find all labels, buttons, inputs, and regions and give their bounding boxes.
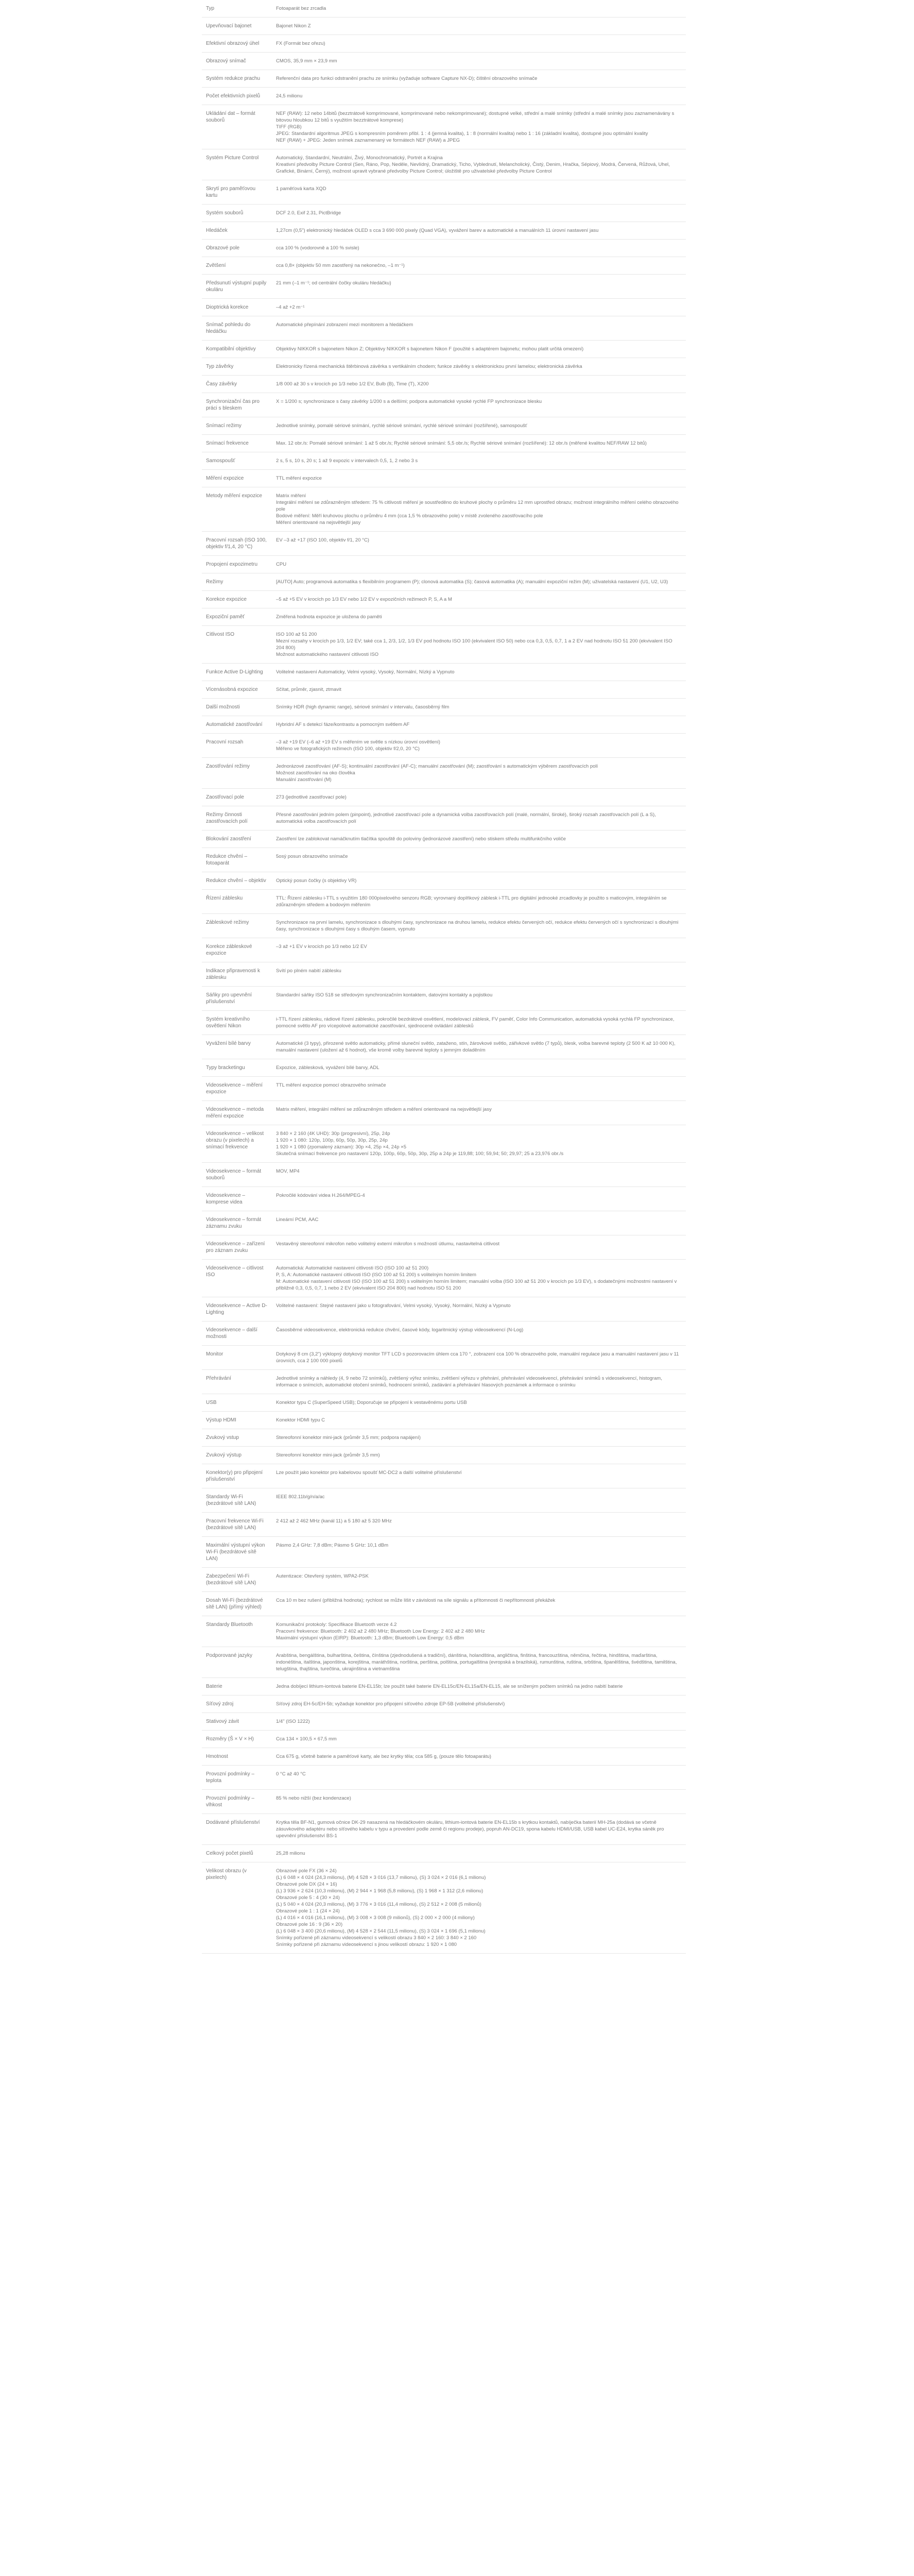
spec-value: TTL: Řízení záblesku i-TTL s využitím 180 000pixelového senzoru RGB; vyrovnaný doplňkový záblesk i-TTL pro digitální jednooké zrcadlovky je použito s maticovým, integrálním se zdůrazněným středem a bodovým měřením	[276, 895, 667, 908]
spec-row	[202, 88, 686, 105]
spec-label: Expoziční paměť	[206, 614, 245, 620]
specification-table	[202, 0, 686, 1954]
spec-row	[202, 35, 686, 53]
spec-value: EV –3 až +17 (ISO 100, objektiv f/1, 20 °C)	[276, 537, 369, 543]
spec-value: Pásmo 2,4 GHz: 7,8 dBm; Pásmo 5 GHz: 10,1 dBm	[276, 1543, 389, 1548]
spec-value: Změřená hodnota expozice je uložena do paměti	[276, 614, 382, 620]
spec-row	[202, 758, 686, 789]
spec-row	[202, 1394, 686, 1412]
spec-value: Max. 12 obr./s: Pomalé sériové snímání: 1 až 5 obr./s; Rychlé sériové snímání: 5,5 obr./s; Rychlé sériové snímání (rozšířené): 12 obr./s (měřené kvalitou NEF/RAW 12 bitů)	[276, 440, 647, 446]
spec-row	[202, 0, 686, 18]
spec-row	[202, 53, 686, 70]
spec-label: Pracovní rozsah	[206, 739, 244, 745]
spec-label: Hmotnost	[206, 1754, 228, 1759]
spec-label: Typ závěrky	[206, 364, 234, 369]
spec-label: USB	[206, 1400, 217, 1405]
spec-label: Maximální výstupní výkon Wi-Fi (bezdrátové sítě LAN)	[206, 1543, 265, 1562]
spec-row	[202, 1647, 686, 1678]
spec-row	[202, 1678, 686, 1696]
spec-value: Automatické (3 typy), přirozené světlo automaticky, přímé sluneční světlo, zataženo, stín, žárovkové světlo, zářivkové světlo (7 typů), blesk, volba barevné teploty (2 500 K až 10 000 K), manuální nastavení (uložení až 6 hodnot), vše kromě volby barevné teploty s jemným doladěním	[276, 1041, 676, 1053]
spec-row	[202, 1845, 686, 1862]
spec-label: Velikost obrazu (v pixelech)	[206, 1868, 247, 1880]
spec-label: Propojení expozimetru	[206, 562, 258, 567]
spec-row	[202, 205, 686, 222]
spec-value: Automatická: Automatické nastavení citlivosti ISO (ISO 100 až 51 200) P, S, A: Automatické nastavení citlivosti ISO (ISO 100 až 51 200) s volitelným horním limitem M: Automatické nastavení citlivosti ISO (ISO 100 až 51 200) s volitelným horním limitem; manuální volba (ISO 100 až 51 200 v krocích po 1/3 EV), s dodatečnými možnostmi nastavení v přibližně 0,3, 0,5, 0,7, 1 nebo 2 EV (ekvivalent ISO 204 800) nad hodnotu ISO 51 200	[276, 1265, 677, 1291]
spec-label: Funkce Active D-Lighting	[206, 669, 263, 675]
spec-row	[202, 699, 686, 716]
spec-label: Videosekvence – velikost obrazu (v pixelech) a snímací frekvence	[206, 1131, 264, 1150]
spec-row	[202, 1187, 686, 1211]
spec-value: Jedna dobíjecí lithium-iontová baterie EN-EL15b; lze použít také baterie EN-EL15c/EN-EL15a/EN-EL15, ale se sníženým počtem snímků na jedno nabití baterie	[276, 1684, 623, 1689]
spec-row	[202, 1235, 686, 1260]
spec-row	[202, 681, 686, 699]
spec-value: Konektor typu C (SuperSpeed USB); Doporučuje se připojení k vestavěnému portu USB	[276, 1400, 467, 1405]
spec-label: Provozní podmínky – vlhkost	[206, 1795, 254, 1808]
spec-row	[202, 591, 686, 608]
spec-row	[202, 341, 686, 358]
spec-label: Časy závěrky	[206, 381, 237, 387]
spec-label: Obrazové pole	[206, 245, 240, 251]
spec-value: Pokročilé kódování videa H.264/MPEG-4	[276, 1193, 365, 1198]
spec-label: Videosekvence – citlivost ISO	[206, 1265, 264, 1278]
spec-label: Videosekvence – metoda měření expozice	[206, 1107, 264, 1119]
spec-value: Cca 675 g, včetně baterie a paměťové karty, ale bez krytky těla; cca 585 g, (pouze tělo fotoaparátu)	[276, 1754, 491, 1759]
spec-label: Konektor(y) pro připojení příslušenství	[206, 1470, 263, 1482]
spec-row	[202, 222, 686, 240]
spec-value: Časosběrné videosekvence, elektronická redukce chvění, časové kódy, logaritmický výstup videosekvencí (N-Log)	[276, 1327, 524, 1333]
spec-label: Baterie	[206, 1684, 222, 1689]
spec-row	[202, 18, 686, 35]
spec-row	[202, 914, 686, 938]
spec-value: Krytka těla BF-N1, gumová očnice DK-29 nasazená na hledáčkovém okuláru, lithium-iontová baterie EN-EL15b s krytkou kontaktů, nabíječka baterií MH-25a (dodává se včetně zásuvkového adaptéru nebo síťového kabelu v typu a provedení podle země či regionu prodeje), popruh AN-DC19, spona kabelu HDMI/USB, USB kabel UC-E24, krytka sáněk pro upevnění příslušenství BS-1	[276, 1820, 664, 1839]
spec-row	[202, 1731, 686, 1748]
spec-row	[202, 1211, 686, 1235]
spec-label: Redukce chvění – objektiv	[206, 878, 266, 884]
spec-row	[202, 1059, 686, 1077]
spec-label: Samospoušť	[206, 458, 235, 464]
spec-row	[202, 608, 686, 626]
spec-label: Metody měření expozice	[206, 493, 262, 499]
spec-row	[202, 1488, 686, 1513]
spec-value: 0 °C až 40 °C	[276, 1771, 306, 1777]
spec-value: TTL měření expozice	[276, 476, 322, 481]
spec-label: Pracovní rozsah (ISO 100, objektiv f/1,4, 20 °C)	[206, 537, 267, 550]
spec-row	[202, 149, 686, 180]
spec-row	[202, 1447, 686, 1464]
spec-row	[202, 1163, 686, 1187]
spec-label: Dioptrická korekce	[206, 304, 249, 310]
spec-label: Režimy činnosti zaostřovacích polí	[206, 812, 248, 824]
spec-value: cca 0,8× (objektiv 50 mm zaostřený na nekonečno, –1 m⁻¹)	[276, 263, 405, 268]
spec-row	[202, 240, 686, 257]
spec-label: Zaostřování režimy	[206, 764, 250, 769]
spec-row	[202, 376, 686, 393]
spec-label: Skrytí pro paměťovou kartu	[206, 186, 256, 198]
spec-label: Systém kreativního osvětlení Nikon	[206, 1016, 250, 1029]
spec-label: Zvukový vstup	[206, 1435, 239, 1440]
spec-label: Ukládání dat – formát souborů	[206, 111, 255, 123]
spec-row	[202, 1125, 686, 1163]
spec-label: Stativový závit	[206, 1719, 239, 1724]
spec-label: Upevňovací bajonet	[206, 23, 252, 29]
spec-row	[202, 316, 686, 341]
spec-value: Sčítat, průměr, zjasnit, ztmavit	[276, 687, 341, 692]
spec-row	[202, 358, 686, 376]
spec-value: Obrazové pole FX (36 × 24) (L) 6 048 × 4 024 (24,3 milionu), (M) 4 528 × 3 016 (13,7 milionu), (S) 3 024 × 2 016 (6,1 milionu) Obrazové pole DX (24 × 16) (L) 3 936 × 2 624 (10,3 milionu), (M) 2 944 × 1 968 (5,8 milionu), (S) 1 968 × 1 312 (2,6 milionu) Obrazové pole 5 : 4 (30 × 24) (L) 5 040 × 4 024 (20,3 milionu), (M) 3 776 × 3 016 (11,4 milionu), (S) 2 512 × 2 008 (5 milionů) Obrazové pole 1 : 1 (24 × 24) (L) 4 016 × 4 016 (16,1 milionu), (M) 3 008 × 3 008 (9 milionů), (S) 2 000 × 2 000 (4 miliony) Obrazové pole 16 : 9 (36 × 20) (L) 6 048 × 3 400 (20,6 milionu), (M) 4 528 × 2 544 (11,5 milionu), (S) 3 024 × 1 696 (5,1 milionu) Snímky pořízené při záznamu videosekvencí s velikostí obrazu 3 840 × 2 160: 3 840 × 2 160 Snímky pořízené při záznamu videosekvencí s jinou velikostí obrazu: 1 920 × 1 080	[276, 1868, 486, 1947]
spec-row	[202, 1696, 686, 1713]
spec-row	[202, 1321, 686, 1346]
spec-row	[202, 1412, 686, 1429]
spec-label: Videosekvence – další možnosti	[206, 1327, 257, 1340]
spec-label: Kompatibilní objektivy	[206, 346, 256, 352]
spec-value: Jednorázové zaostřování (AF-S); kontinuální zaostřování (AF-C); manuální zaostřování (M); zaostřování s automatickým výběrem zaostřovacích polí Možnost zaostřování na oko člověka Manuální zaostřování (M)	[276, 764, 598, 783]
spec-value: CPU	[276, 562, 287, 567]
spec-value: Synchronizace na první lamelu, synchronizace s dlouhými časy, synchronizace na druhou lamelu, redukce efektu červených očí, redukce efektu červených očí s synchronizací s dlouhými časy, synchronizace s dlouhými časy s dlouhým časem, vypnuto	[276, 920, 679, 932]
spec-label: Videosekvence – Active D-Lighting	[206, 1303, 267, 1315]
spec-row	[202, 831, 686, 848]
spec-label: Standardy Wi-Fi (bezdrátové sítě LAN)	[206, 1494, 256, 1506]
spec-row	[202, 848, 686, 872]
spec-label: Redukce chvění – fotoaparát	[206, 854, 248, 866]
spec-row	[202, 299, 686, 316]
spec-row	[202, 1370, 686, 1394]
spec-label: Zábleskové režimy	[206, 920, 249, 925]
spec-label: Videosekvence – formát záznamu zvuku	[206, 1217, 262, 1229]
spec-value: 5osý posun obrazového snímače	[276, 854, 348, 859]
spec-row	[202, 1297, 686, 1321]
spec-value: X = 1/200 s; synchronizace s časy závěrky 1/200 s a delšími; podpora automatické vysoké rychlé FP synchronizace blesku	[276, 399, 542, 404]
spec-label: Zabezpečení Wi-Fi (bezdrátové sítě LAN)	[206, 1573, 256, 1586]
spec-row	[202, 1464, 686, 1488]
spec-value: Svítí po plném nabití záblesku	[276, 968, 341, 974]
spec-value: Zaostření lze zablokovat namáčknutím tlačítka spouště do poloviny (jednorázové zaostření) nebo stiskem středu multifunkčního voliče	[276, 836, 566, 842]
spec-row	[202, 435, 686, 452]
spec-value: Jednotlivé snímky a náhledy (4, 9 nebo 72 snímků), zvětšený výřez snímku, zvětšení výřezu v přehrání, přehrávání videosekvencí, přehrávání snímků s videosekvencí, histogram, informace o snímcích, automatické otočení snímků, hodnocení snímků, zadávání a přehrávání hlasových poznámek a informace o snímku	[276, 1376, 662, 1388]
spec-row	[202, 962, 686, 987]
spec-row	[202, 532, 686, 556]
spec-value: ISO 100 až 51 200 Mezní rozsahy v krocích po 1/3, 1/2 EV; také cca 1, 2/3, 1/2, 1/3 EV pod hodnotu ISO 100 (ekvivalent ISO 50) nebo cca 0,3, 0,5, 0,7, 1 a 2 EV nad hodnotu ISO 51 200 (ekvivalent ISO 204 800) Možnost automatického nastavení citlivosti ISO	[276, 632, 672, 657]
spec-value: 2 s, 5 s, 10 s, 20 s; 1 až 9 expozic v intervalech 0,5, 1, 2 nebo 3 s	[276, 458, 418, 464]
spec-row	[202, 70, 686, 88]
spec-value: 21 mm (–1 m⁻¹; od centrální čočky okuláru hledáčku)	[276, 280, 391, 286]
spec-row	[202, 1616, 686, 1647]
spec-row	[202, 987, 686, 1011]
spec-label: Systém redukce prachu	[206, 76, 261, 81]
spec-row	[202, 1260, 686, 1297]
spec-label: Provozní podmínky – teplota	[206, 1771, 254, 1784]
spec-value: Konektor HDMI typu C	[276, 1417, 325, 1423]
spec-value: 85 % nebo nižší (bez kondenzace)	[276, 1795, 351, 1801]
spec-value: Automatické přepínání zobrazení mezi monitorem a hledáčkem	[276, 322, 413, 328]
spec-label: Typy bracketingu	[206, 1065, 245, 1071]
spec-row	[202, 257, 686, 275]
spec-label: Systém Picture Control	[206, 155, 259, 161]
spec-value: Optický posun čočky (s objektivy VR)	[276, 878, 357, 884]
spec-value: CMOS, 35,9 mm × 23,9 mm	[276, 58, 337, 64]
spec-row	[202, 275, 686, 299]
spec-label: Měření expozice	[206, 476, 244, 481]
spec-value: Bajonet Nikon Z	[276, 23, 311, 29]
spec-label: Zvětšení	[206, 263, 226, 268]
spec-row	[202, 1077, 686, 1101]
spec-label: Korekce zábleskové expozice	[206, 944, 252, 956]
spec-label: Vyvážení bílé barvy	[206, 1041, 251, 1046]
spec-value: –4 až +2 m⁻¹	[276, 304, 305, 310]
spec-row	[202, 393, 686, 417]
spec-value: 1 paměťová karta XQD	[276, 186, 326, 192]
spec-value: NEF (RAW): 12 nebo 14bitů (bezztrátově komprimované, komprimované nebo nekomprimované); dostupné velké, střední a malé snímky (střední a malé snímky jsou zaznamenávány s bitovou hloubkou 12 bitů s využitím bezztrátové komprese) TIFF (RGB) JPEG: Standardní algoritmus JPEG s kompresním poměrem přibl. 1 : 4 (jemná kvalita), 1 : 8 (normální kvalita) nebo 1 : 16 (základní kvalita), dostupné jsou optimální kvality NEF (RAW) + JPEG: Jeden snímek zaznamenaný ve formátech NEF (RAW) a JPEG	[276, 111, 675, 143]
spec-label: Efektivní obrazový úhel	[206, 41, 260, 46]
spec-label: Videosekvence – formát souborů	[206, 1168, 262, 1181]
spec-label: Synchronizační čas pro práci s bleskem	[206, 399, 260, 411]
spec-row	[202, 573, 686, 591]
spec-value: 24,5 milionu	[276, 93, 303, 99]
spec-row	[202, 664, 686, 681]
spec-label: Monitor	[206, 1351, 223, 1357]
spec-label: Typ	[206, 6, 215, 11]
spec-row	[202, 626, 686, 664]
spec-label: Výstup HDMI	[206, 1417, 236, 1423]
spec-value: cca 100 % (vodorovně a 100 % svisle)	[276, 245, 359, 251]
spec-label: Zvukový výstup	[206, 1452, 242, 1458]
spec-label: Indikace připravenosti k záblesku	[206, 968, 261, 980]
spec-row	[202, 1101, 686, 1125]
spec-value: Matrix měření Integrální měření se zdůrazněným středem: 75 % citlivosti měření je soustředěno do kruhové plochy o průměru 12 mm uprostřed obrazu; možnost integrálního měření celého obrazového pole Bodové měření: Měří kruhovou plochu o průměru 4 mm (cca 1,5 % obrazového pole) v místě zvoleného zaostřovacího pole Měření orientované na nejsvětlejší jasy	[276, 493, 679, 526]
spec-row	[202, 716, 686, 734]
spec-value: Stereofonní konektor mini-jack (průměr 3,5 mm; podpora napájení)	[276, 1435, 421, 1440]
spec-value: DCF 2.0, Exif 2.31, PictBridge	[276, 210, 341, 216]
spec-row	[202, 1862, 686, 1954]
spec-value: Lze použít jako konektor pro kabelovou spoušť MC-DC2 a další volitelné příslušenství	[276, 1470, 462, 1476]
spec-value: [AUTO] Auto; programová automatika s flexibilním programem (P); clonová automatika (S); časová automatika (A); manuální expoziční režim (M); uživatelská nastavení (U1, U2, U3)	[276, 579, 668, 585]
spec-value: Přesné zaostřování jedním polem (pinpoint), jednotlivé zaostřovací pole a dynamická volba zaostřovacích polí (malé, normální, široké), široký rozsah zaostřovacích polí (L a S), automatická volba zaostřovacích polí	[276, 812, 656, 824]
spec-label: Přehrávání	[206, 1376, 231, 1381]
spec-label: Videosekvence – komprese videa	[206, 1193, 245, 1205]
spec-row	[202, 487, 686, 532]
spec-row	[202, 1011, 686, 1035]
spec-value: 1/4" (ISO 1222)	[276, 1719, 310, 1724]
spec-row	[202, 180, 686, 205]
spec-value: Cca 10 m bez rušení (přibližná hodnota); rychlost se může lišit v závislosti na síle signálu a přítomnosti či nepřítomnosti překážek	[276, 1598, 556, 1603]
spec-value: Hybridní AF s detekcí fáze/kontrastu a pomocným světlem AF	[276, 722, 410, 727]
spec-label: Videosekvence – měření expozice	[206, 1082, 263, 1095]
spec-label: Počet efektivních pixelů	[206, 93, 261, 99]
spec-row	[202, 938, 686, 962]
spec-value: Referenční data pro funkci odstranění prachu ze snímku (vyžaduje software Capture NX-D); čištění obrazového snímače	[276, 76, 538, 81]
spec-value: Automatický, Standardní, Neutrální, Živý, Monochromatický, Portrét a Krajina Kreativní předvolby Picture Control (Sen, Ráno, Pop, Neděle, Nevlídný, Dramatický, Ticho, Vyblednutí, Melancholický, Čistý, Denim, Hračka, Sépiový, Modrá, Červená, Růžová, Uhel, Grafické, Binární, Černý), možnost upravit vybrané předvolby Picture Control; úložiště pro uživatelské předvolby Picture Control	[276, 155, 670, 174]
spec-label: Režimy	[206, 579, 223, 585]
spec-value: TTL měření expozice pomocí obrazového snímače	[276, 1082, 386, 1088]
spec-value: Matrix měření, integrální měření se zdůrazněným středem a měření orientované na nejsvětlejší jasy	[276, 1107, 492, 1112]
spec-row	[202, 872, 686, 890]
spec-value: Síťový zdroj EH-5c/EH-5b; vyžaduje konektor pro připojení síťového zdroje EP-5B (volitelné příslušenství)	[276, 1701, 505, 1707]
spec-label: Snímač pohledu do hledáčku	[206, 322, 251, 334]
spec-label: Dosah Wi-Fi (bezdrátové sítě LAN) (přímý výhled)	[206, 1598, 263, 1610]
spec-label: Citlivost ISO	[206, 632, 235, 637]
spec-row	[202, 105, 686, 149]
spec-label: Síťový zdroj	[206, 1701, 234, 1707]
spec-row	[202, 1537, 686, 1568]
spec-value: 1,27cm (0,5") elektronický hledáček OLED s cca 3 690 000 pixely (Quad VGA), vyvážení barev a automatické a manuálních 11 úrovní nastavení jasu	[276, 228, 599, 233]
spec-row	[202, 556, 686, 573]
spec-row	[202, 1346, 686, 1370]
spec-value: Cca 134 × 100,5 × 67,5 mm	[276, 1736, 337, 1742]
spec-row	[202, 1429, 686, 1447]
spec-value: 273 (jednotlivé zaostřovací pole)	[276, 794, 347, 800]
spec-value: Standardní sáňky ISO 518 se středovým synchronizačním kontaktem, datovými kontakty a pojistkou	[276, 992, 493, 998]
spec-value: Arabština, bengálština, bulharština, čeština, čínština (zjednodušená a tradiční), dánština, holandština, angličtina, finština, francouzština, němčina, řečtina, hindština, maďarština, indonéština, italština, japonština, korejština, maráthština, norština, perština, polština, portugalština (evropská a brazilská), rumunština, ruština, srbština, španělština, švédština, tamilština, telugština, thajština, turečtina, ukrajinština a vietnamština	[276, 1653, 677, 1672]
spec-value: Expozice, záblesková, vyvážení bílé barvy, ADL	[276, 1065, 380, 1071]
spec-value: Stereofonní konektor mini-jack (průměr 3,5 mm)	[276, 1452, 380, 1458]
spec-row	[202, 789, 686, 806]
spec-value: 3 840 × 2 160 (4K UHD): 30p (progresivní), 25p, 24p 1 920 × 1 080: 120p, 100p, 60p, 50p, 30p, 25p, 24p 1 920 × 1 080 (zpomalený záznam): 30p ×4, 25p ×4, 24p ×5 Skutečná snímací frekvence pro nastavení 120p, 100p, 60p, 50p, 30p, 25p a 24p je 119,88; 100; 59,94; 50; 29,97; 25 a 23,976 obr./s	[276, 1131, 564, 1157]
spec-row	[202, 1748, 686, 1766]
spec-label: Další možnosti	[206, 704, 240, 710]
spec-row	[202, 470, 686, 487]
spec-value: Volitelné nastavení: Stejné nastavení jako u fotografování, Velmi vysoký, Vysoký, Normální, Nízký a Vypnuto	[276, 1303, 511, 1309]
spec-value: 25,28 milionu	[276, 1851, 305, 1856]
spec-row	[202, 1513, 686, 1537]
spec-label: Řízení záblesku	[206, 895, 243, 901]
spec-value: Dotykový 8 cm (3,2") výklopný dotykový monitor TFT LCD s pozorovacím úhlem cca 170 °, zobrazení cca 100 % obrazového pole, manuální regulace jasu a manuální nastavení jasu v 11 úrovních, cca 2 100 000 pixelů	[276, 1351, 679, 1364]
spec-value: Lineární PCM, AAC	[276, 1217, 319, 1223]
spec-row	[202, 890, 686, 914]
spec-row	[202, 1592, 686, 1616]
spec-label: Celkový počet pixelů	[206, 1851, 253, 1856]
spec-value: Fotoaparát bez zrcadla	[276, 6, 326, 11]
spec-value: IEEE 802.11b/g/n/a/ac	[276, 1494, 325, 1500]
spec-row	[202, 1713, 686, 1731]
spec-value: –3 až +19 EV (–6 až +19 EV s měřením ve světle s nízkou úrovní osvětlení) Měřeno ve fotografických režimech (ISO 100, objektiv f/2,0, 20 °C)	[276, 739, 440, 752]
spec-value: Vestavěný stereofonní mikrofon nebo volitelný externí mikrofon s možností útlumu, nastavitelná citlivost	[276, 1241, 500, 1247]
spec-value: Objektivy NIKKOR s bajonetem Nikon Z; Objektivy NIKKOR s bajonetem Nikon F (použité s adaptérem bajonetu; mohou platit určitá omezení)	[276, 346, 584, 352]
spec-label: Snímací frekvence	[206, 440, 249, 446]
spec-value: Volitelné nastavení Automaticky, Velmi vysoký, Vysoký, Normální, Nízký a Vypnuto	[276, 669, 455, 675]
spec-value: Snímky HDR (high dynamic range), sériové snímání v intervalu, časosběrný film	[276, 704, 450, 710]
spec-row	[202, 1790, 686, 1814]
spec-row	[202, 734, 686, 758]
spec-value: –5 až +5 EV v krocích po 1/3 EV nebo 1/2 EV v expozičních režimech P, S, A a M	[276, 597, 452, 602]
spec-value: –3 až +1 EV v krocích po 1/3 nebo 1/2 EV	[276, 944, 367, 950]
spec-label: Blokování zaostření	[206, 836, 251, 842]
spec-row	[202, 417, 686, 435]
spec-row	[202, 1814, 686, 1845]
spec-label: Automatické zaostřování	[206, 722, 263, 727]
spec-label: Systém souborů	[206, 210, 244, 216]
spec-row	[202, 1035, 686, 1059]
spec-label: Vícenásobná expozice	[206, 687, 258, 692]
spec-label: Obrazový snímač	[206, 58, 246, 64]
spec-label: Rozměry (Š × V × H)	[206, 1736, 254, 1742]
spec-label: Sáňky pro upevnění příslušenství	[206, 992, 252, 1005]
spec-label: Korekce expozice	[206, 597, 247, 602]
spec-row	[202, 1568, 686, 1592]
spec-label: Dodávané příslušenství	[206, 1820, 260, 1825]
spec-value: Jednotlivé snímky, pomalé sériové snímání, rychlé sériové snímání, rychlé sériové snímání (rozšířené), samospoušť	[276, 423, 527, 429]
spec-label: Snímací režimy	[206, 423, 242, 429]
spec-value: Autentizace: Otevřený systém, WPA2-PSK	[276, 1573, 369, 1579]
spec-row	[202, 1766, 686, 1790]
spec-label: Pracovní frekvence Wi-Fi (bezdrátové sítě LAN)	[206, 1518, 264, 1531]
spec-label: Videosekvence – zařízení pro záznam zvuku	[206, 1241, 265, 1253]
spec-value: FX (Formát bez ořezu)	[276, 41, 325, 46]
spec-value: 2 412 až 2 462 MHz (kanál 11) a 5 180 až 5 320 MHz	[276, 1518, 392, 1524]
spec-label: Hledáček	[206, 228, 228, 233]
spec-value: MOV, MP4	[276, 1168, 300, 1174]
spec-value: i-TTL řízení záblesku, rádiové řízení záblesku, pokročilé bezdrátové osvětlení, modelovací záblesk, FV paměť, Color Info Communication, automatická vysoká rychlá FP synchronizace, pomocné světlo AF pro vícepolové automatické zaostřování, sjednocené ovládání záblesků	[276, 1016, 675, 1029]
spec-label: Podporované jazyky	[206, 1653, 253, 1658]
spec-row	[202, 452, 686, 470]
spec-label: Předsunutí výstupní pupily okuláru	[206, 280, 267, 293]
spec-value: Komunikační protokoly: Specifikace Bluetooth verze 4.2 Pracovní frekvence: Bluetooth: 2 402 až 2 480 MHz; Bluetooth Low Energy: 2 402 až 2 480 MHz Maximální výstupní výkon (EIRP): Bluetooth: 1,3 dBm; Bluetooth Low Energy: 0,5 dBm	[276, 1622, 485, 1641]
spec-value: Elektronicky řízená mechanická štěrbinová závěrka s vertikálním chodem; funkce závěrky s elektronickou první lamelou; elektronická závěrka	[276, 364, 582, 369]
spec-row	[202, 806, 686, 831]
spec-value: 1/8 000 až 30 s v krocích po 1/3 nebo 1/2 EV, Bulb (B), Time (T), X200	[276, 381, 429, 387]
spec-label: Standardy Bluetooth	[206, 1622, 253, 1628]
spec-label: Zaostřovací pole	[206, 794, 244, 800]
